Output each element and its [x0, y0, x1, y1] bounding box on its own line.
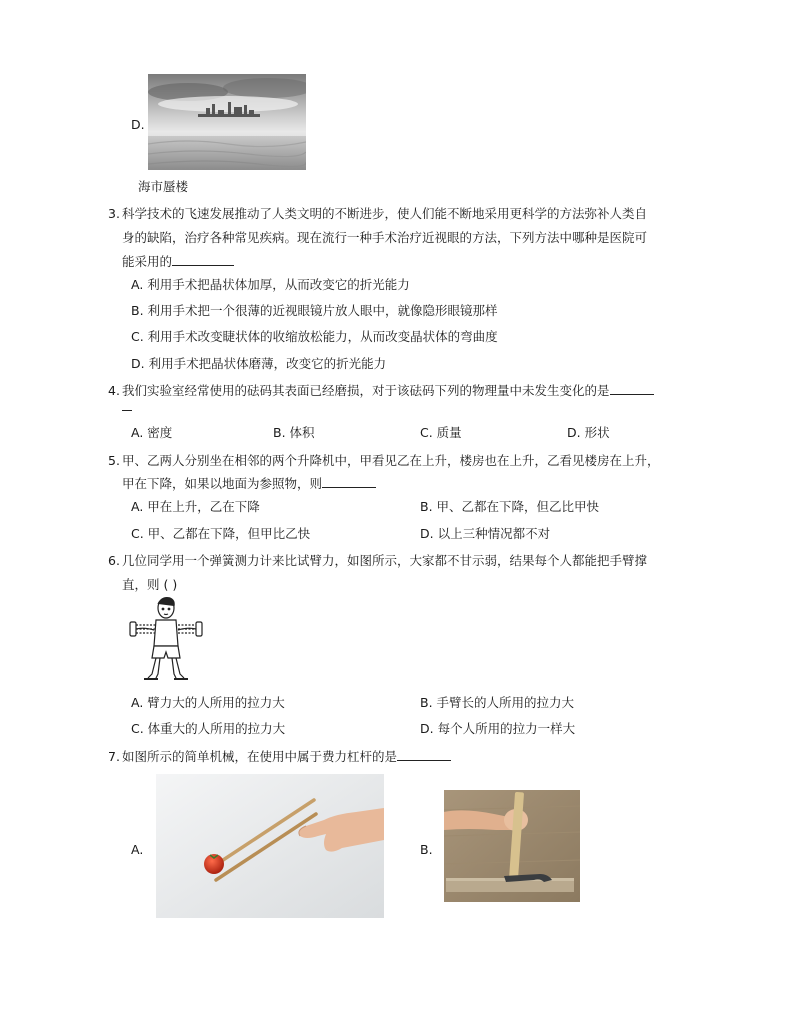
- spring-exerciser-figure: [124, 594, 208, 686]
- q7-stem-line1: [122, 748, 451, 766]
- q4-option-b[interactable]: B. 体积: [273, 425, 315, 440]
- q5-stem-line2: [122, 475, 376, 493]
- q6-option-d[interactable]: D. 每个人所用的拉力一样大: [420, 721, 576, 736]
- answer-blank[interactable]: [610, 382, 654, 395]
- q7-stem-text: 如图所示的简单机械，在使用中属于费力杠杆的是: [122, 749, 398, 764]
- chopsticks-photo[interactable]: [156, 774, 384, 918]
- claw-hammer-icon: [444, 790, 580, 902]
- answer-blank[interactable]: [172, 253, 234, 266]
- q5-option-a[interactable]: A. 甲在上升，乙在下降: [131, 499, 260, 514]
- chopsticks-icon: [156, 774, 384, 918]
- q7-option-a-label: A.: [131, 842, 144, 857]
- q3-option-a[interactable]: A. 利用手术把晶状体加厚，从而改变它的折光能力: [131, 277, 410, 292]
- q7-number: 7.: [108, 749, 120, 764]
- q5-stem-line1: 甲、乙两人分别坐在相邻的两个升降机中，甲看见乙在上升，楼房也在上升，乙看见楼房在上升，: [122, 453, 660, 468]
- q4-stem-text: 我们实验室经常使用的砝码其表面已经磨损，对于该砝码下列的物理量中未发生变化的是: [122, 383, 610, 398]
- q7-option-b-label: B.: [420, 842, 433, 857]
- q3-stem-text: 能采用的: [122, 254, 173, 269]
- q2-option-d-label: D.: [131, 117, 145, 132]
- boy-with-spring-icon: [124, 594, 208, 686]
- q3-stem-line3: [122, 253, 234, 271]
- mirage-caption: 海市蜃楼: [138, 179, 189, 194]
- q4-option-c[interactable]: C. 质量: [420, 425, 462, 440]
- q3-option-c[interactable]: C. 利用手术改变睫状体的收缩放松能力，从而改变晶状体的弯曲度: [131, 329, 498, 344]
- q3-option-d[interactable]: D. 利用手术把晶状体磨薄，改变它的折光能力: [131, 356, 387, 371]
- q5-option-c[interactable]: C. 甲、乙都在下降，但甲比乙快: [131, 526, 311, 541]
- q4-number: 4.: [108, 383, 120, 398]
- q3-option-b[interactable]: B. 利用手术把一个很薄的近视眼镜片放人眼中，就像隐形眼镜那样: [131, 303, 498, 318]
- q4-option-d[interactable]: D. 形状: [567, 425, 610, 440]
- answer-blank[interactable]: [322, 475, 376, 488]
- mirage-photo: [148, 74, 306, 170]
- q4-option-a[interactable]: A. 密度: [131, 425, 173, 440]
- hammer-nail-photo[interactable]: [444, 790, 580, 902]
- q6-stem-line1: 几位同学用一个弹簧测力计来比试臂力，如图所示，大家都不甘示弱，结果每个人都能把手臂撑: [122, 553, 648, 568]
- answer-blank[interactable]: [397, 748, 451, 761]
- q6-option-b[interactable]: B. 手臂长的人所用的拉力大: [420, 695, 575, 710]
- q5-number: 5.: [108, 453, 120, 468]
- q6-option-c[interactable]: C. 体重大的人所用的拉力大: [131, 721, 286, 736]
- answer-blank-wrap[interactable]: [122, 410, 132, 411]
- mirage-photo-art: [148, 74, 306, 170]
- q6-number: 6.: [108, 553, 120, 568]
- q5-stem-text: 甲在下降，如果以地面为参照物，则: [122, 476, 323, 491]
- q5-option-b[interactable]: B. 甲、乙都在下降，但乙比甲快: [420, 499, 600, 514]
- q6-option-a[interactable]: A. 臂力大的人所用的拉力大: [131, 695, 285, 710]
- q3-stem-line2: 身的缺陷，治疗各种常见疾病。现在流行一种手术治疗近视眼的方法，下列方法中哪种是医院可: [122, 230, 648, 245]
- q3-number: 3.: [108, 206, 120, 221]
- q5-option-d[interactable]: D. 以上三种情况都不对: [420, 526, 551, 541]
- q3-stem-line1: 科学技术的飞速发展推动了人类文明的不断进步，使人们能不断地采用更科学的方法弥补人类自: [122, 206, 648, 221]
- q4-stem-line1: [122, 382, 654, 400]
- q6-stem-line2: 直，则 ( ): [122, 577, 178, 592]
